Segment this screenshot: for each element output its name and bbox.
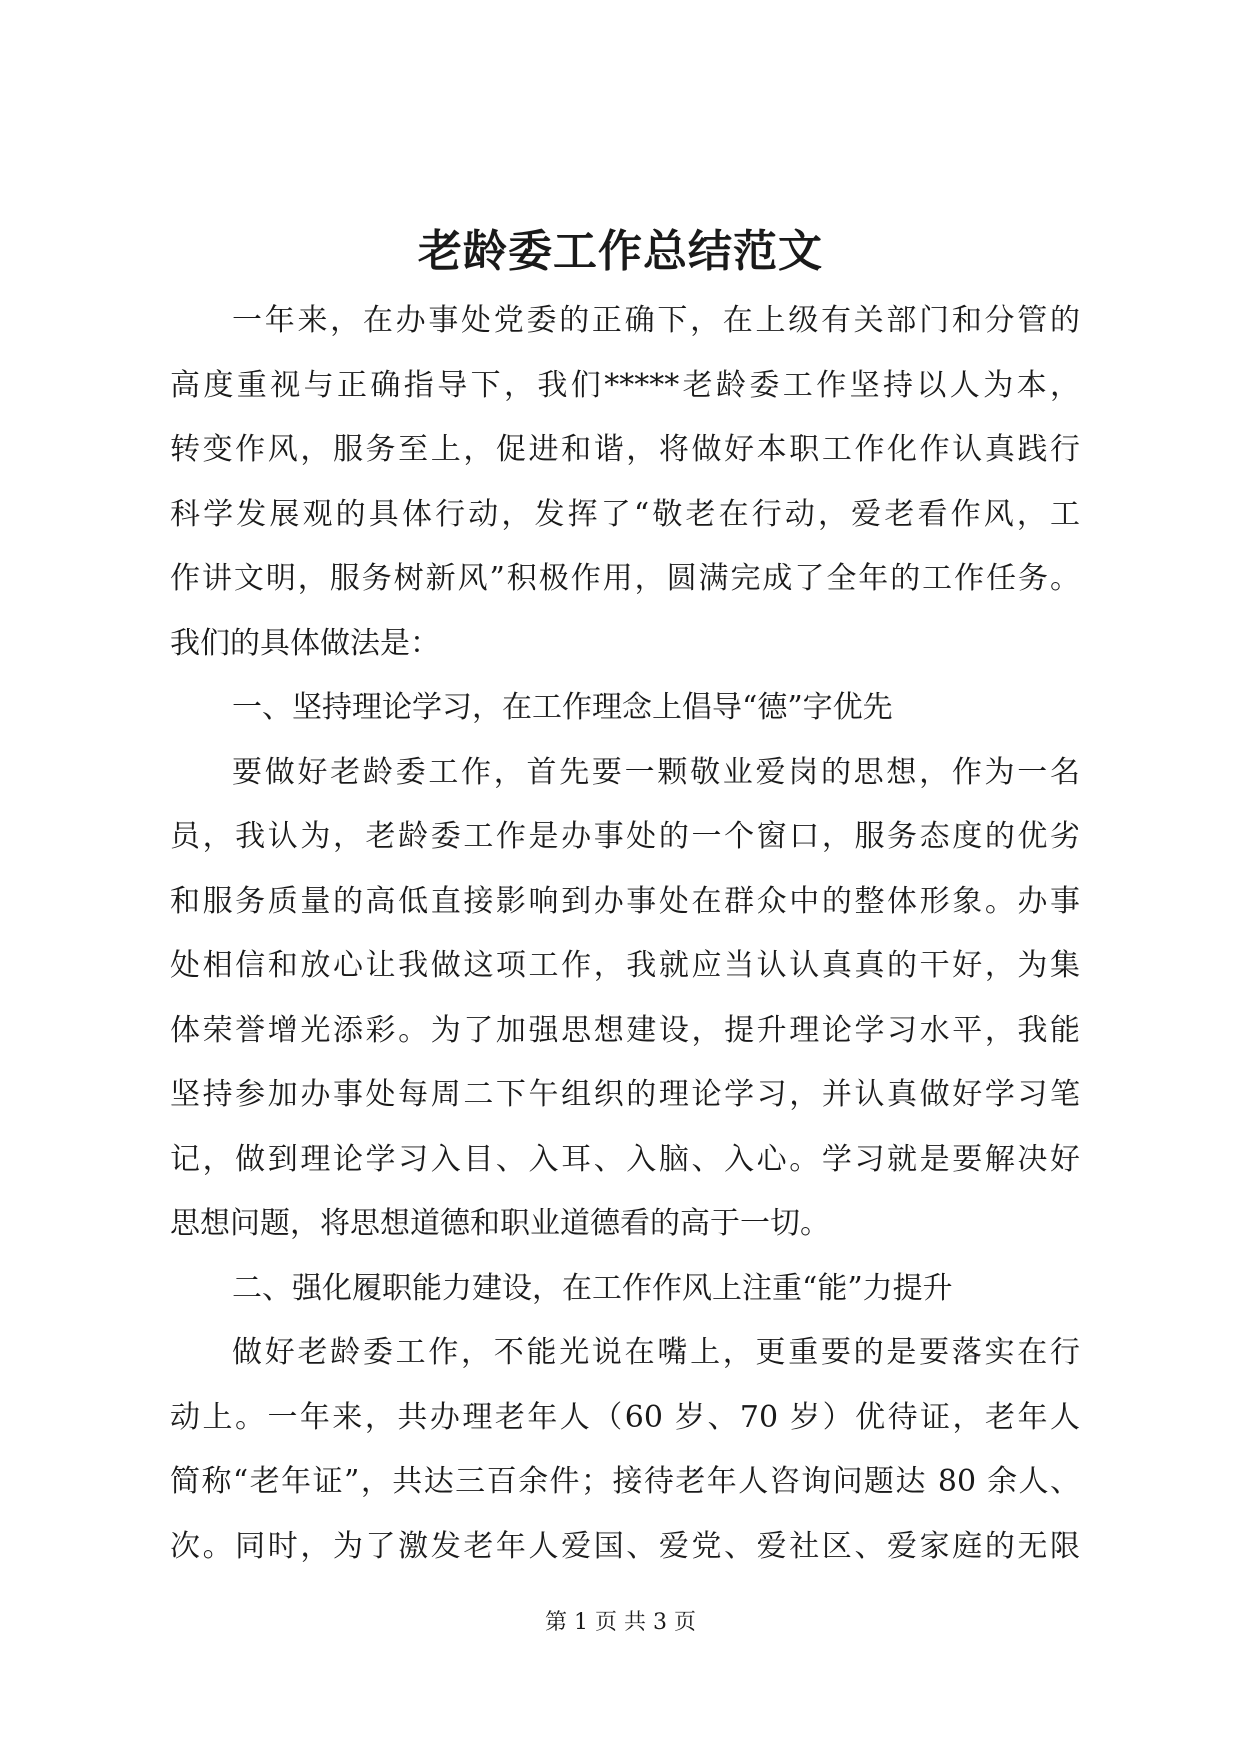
body-line: 思想问题，将思想道德和职业道德看的高于一切。 bbox=[170, 1206, 830, 1241]
body-line: 转变作风，服务至上，促进和谐，将做好本职工作化作认真践行 bbox=[170, 432, 1080, 467]
body-line: 记，做到理论学习入目、入耳、入脑、入心。学习就是要解决好 bbox=[170, 1141, 1080, 1177]
section-heading: 一、坚持理论学习，在工作理念上倡导“德”字优先 bbox=[232, 690, 893, 725]
body-line: 次。同时，为了激发老年人爱国、爱党、爱社区、爱家庭的无限 bbox=[170, 1528, 1080, 1564]
body-line: 我们的具体做法是： bbox=[170, 625, 440, 661]
section-heading: 二、强化履职能力建设，在工作作风上注重“能”力提升 bbox=[232, 1270, 953, 1306]
body-line: 和服务质量的高低直接影响到办事处在群众中的整体形象。办事 bbox=[170, 883, 1080, 919]
body-line: 体荣誉增光添彩。为了加强思想建设，提升理论学习水平，我能 bbox=[170, 1012, 1080, 1048]
body-line: 高度重视与正确指导下，我们*****老龄委工作坚持以人为本， bbox=[170, 367, 1080, 403]
body-line: 坚持参加办事处每周二下午组织的理论学习，并认真做好学习笔 bbox=[170, 1077, 1080, 1112]
document-title: 老龄委工作总结范文 bbox=[418, 226, 823, 277]
body-line: 科学发展观的具体行动，发挥了“敬老在行动，爱老看作风，工 bbox=[170, 496, 1080, 532]
body-line: 一年来，在办事处党委的正确下，在上级有关部门和分管的 bbox=[232, 303, 1080, 338]
document-body bbox=[170, 289, 1080, 1579]
body-line: 员，我认为，老龄委工作是办事处的一个窗口，服务态度的优劣 bbox=[170, 819, 1080, 854]
body-line: 做好老龄委工作，不能光说在嘴上，更重要的是要落实在行 bbox=[232, 1335, 1080, 1370]
body-line: 作讲文明，服务树新风”积极作用，圆满完成了全年的工作任务。 bbox=[170, 561, 1080, 596]
body-line: 动上。一年来，共办理老年人（60 岁、70 岁）优待证，老年人 bbox=[170, 1399, 1080, 1435]
page-footer: 第 1 页 共 3 页 bbox=[545, 1610, 696, 1635]
body-line: 处相信和放心让我做这项工作，我就应当认认真真的干好，为集 bbox=[170, 948, 1080, 983]
body-line: 要做好老龄委工作，首先要一颗敬业爱岗的思想，作为一名 bbox=[232, 754, 1080, 790]
body-line: 简称“老年证”，共达三百余件；接待老年人咨询问题达 80 余人、 bbox=[170, 1464, 1080, 1499]
